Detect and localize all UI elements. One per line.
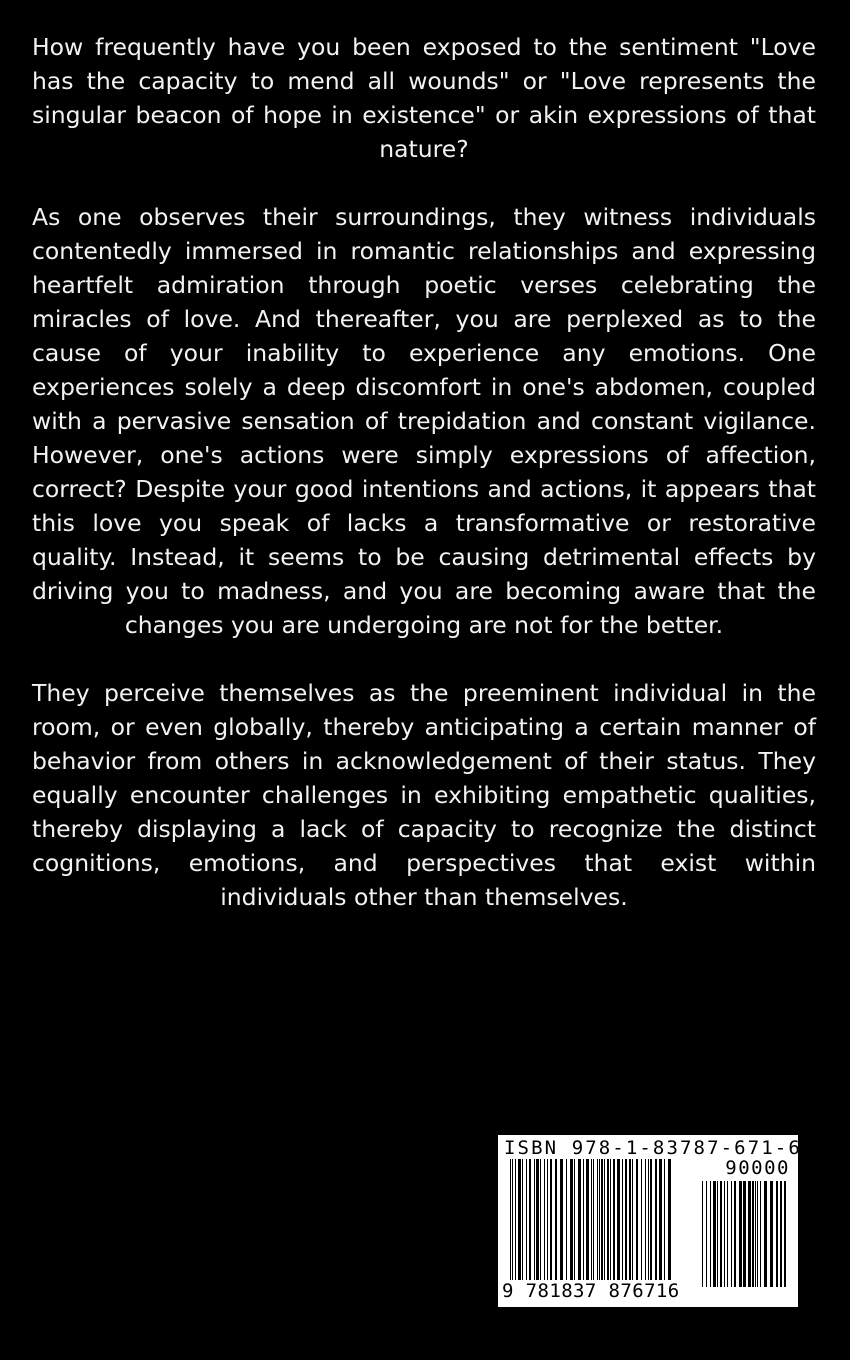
paragraph-intro: How frequently have you been exposed to the sentiment "Love has the capacity to mend all wounds" or "Love represents the singular beacon of hope in existence" or akin expressions of that nature?: [32, 33, 816, 163]
barcode-bars-addon: [702, 1181, 790, 1287]
price-code: 90000: [725, 1157, 790, 1179]
isbn-barcode: [498, 1135, 802, 1307]
barcode-space: [671, 1159, 673, 1287]
barcode-space: [786, 1181, 787, 1287]
paragraph-closing: They perceive themselves as the preeminent individual in the room, or even globally, thereby anticipating a certain manner of behavior from others in acknowledgement of their status. They equally encounter challenges in exhibiting empathetic qualities, thereby displaying a lack of capacity to recognize the distinct cognitions, emotions, and perspectives that exist within individuals other than themselves.: [32, 679, 816, 911]
ean-digits: 9 781837 876716: [502, 1280, 680, 1302]
barcode-bars-main: [510, 1159, 684, 1287]
back-cover-text: [32, 30, 816, 948]
paragraph-body: As one observes their surroundings, they witness individuals contentedly immersed in romantic relationships and expressing heartfelt admiration through poetic verses celebrating the miracles of love. And thereafter, you are perplexed as to the cause of your inability to experience any emotions. One experiences solely a deep discomfort in one's abdomen, coupled with a pervasive sensation of trepidation and constant vigilance. However, one's actions were simply expressions of affection, correct? Despite your good intentions and actions, it appears that this love you speak of lacks a transformative or restorative quality. Instead, it seems to be causing detrimental effects by driving you to madness, and you are becoming aware that the changes you are undergoing are not for the better.: [32, 203, 816, 639]
isbn-label: ISBN 978-1-83787-671-6: [504, 1137, 802, 1159]
